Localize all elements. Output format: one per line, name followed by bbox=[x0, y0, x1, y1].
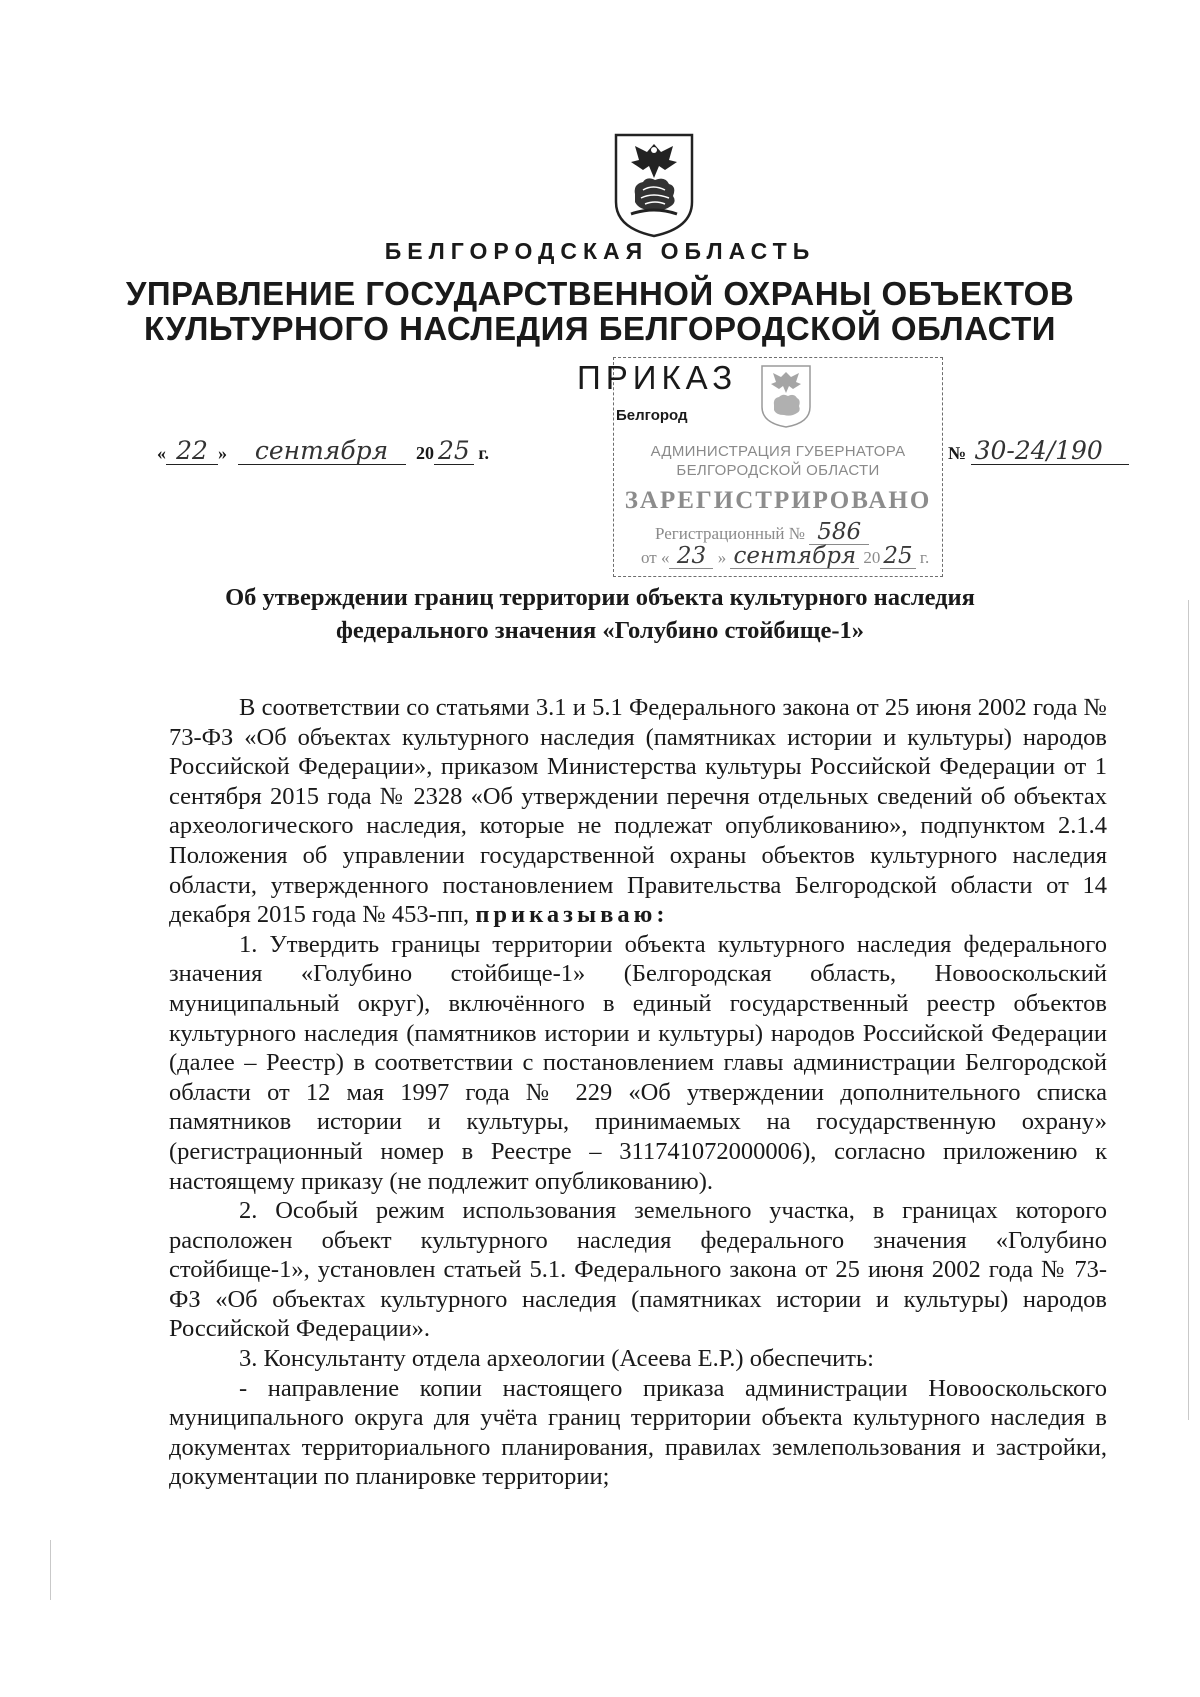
coat-of-arms-emblem bbox=[613, 132, 695, 238]
item-3-paragraph: 3. Консультанту отдела археологии (Асеева Е.Р.) обеспечить: bbox=[239, 1345, 874, 1373]
stamp-registration-number: 586 bbox=[809, 520, 869, 545]
order-word: приказываю: bbox=[475, 901, 669, 929]
preamble-text: В соответствии со статьями 3.1 и 5.1 Федерального закона от 25 июня 2002 года № 73-ФЗ «Об объектах культурного наследия (памятниках истории и культуры) народов Российской Федерации», приказом Министерства культуры Российской Федерации от 1 сентября 2015 года № 2328 «Об утверждении перечня отдельных сведений об объектах археологического наследия, которые не подлежат опубликованию», подпунктом 2.1.4 Положения об управлении государственной охраны объектов культурного наследия области, утвержденного постановлением Правительства Белгородской области от 14 декабря 2015 года № 453-пп, bbox=[169, 694, 1107, 929]
stamp-registered-label: ЗАРЕГИСТРИРОВАНО bbox=[624, 487, 932, 514]
stamp-date-year-suffix: 25 bbox=[880, 544, 915, 569]
date-month: сентября bbox=[238, 438, 406, 465]
item-2-paragraph: 2. Особый режим использования земельного участка, в границах которого расположен объект культурного наследия федерального значения «Голубино стойбище-1», установлен статьей 5.1. Федерального закона от 25 июня 2002 года № 73-ФЗ «Об объектах культурного наследия (памятниках истории и культуры) народов Российской Федерации». bbox=[169, 1197, 1107, 1343]
stamp-registration-label: Регистрационный № bbox=[655, 524, 805, 543]
order-title: ПРИКАЗ bbox=[577, 359, 738, 396]
stamp-coat-of-arms-icon bbox=[759, 363, 813, 429]
stamp-date-month: сентября bbox=[730, 544, 859, 569]
department-title-line-1: УПРАВЛЕНИЕ ГОСУДАРСТВЕННОЙ ОХРАНЫ ОБЪЕКТОВ bbox=[125, 275, 1075, 312]
stamp-date-row bbox=[641, 544, 929, 569]
stamp-date-year-mark: г. bbox=[919, 548, 930, 567]
order-number bbox=[948, 438, 1129, 465]
scan-edge-mark bbox=[1188, 600, 1189, 1420]
number-value: 30-24/190 bbox=[971, 438, 1129, 465]
item-1-paragraph: 1. Утвердить границы территории объекта культурного наследия федерального значения «Голубино стойбище-1» (Белгородская область, Новооскольский муниципальный округ), включённого в единый государственный реестр объектов культурного наследия (памятников истории и культуры) народов Российской Федерации (далее – Реестр) в соответствии с постановлением главы администрации Белгородской области от 12 мая 1997 года № 229 «Об утверждении дополнительного списка памятников истории и культуры, принимаемых на государственную охрану» (регистрационный номер в Реестре – 311741072000006), согласно приложению к настоящему приказу (не подлежит опубликованию). bbox=[169, 930, 1107, 1195]
region-title: БЕЛГОРОДСКАЯ ОБЛАСТЬ bbox=[384, 238, 816, 264]
subject-line-1: Об утверждении границ территории объекта культурного наследия bbox=[225, 584, 975, 611]
scan-edge-mark bbox=[50, 1540, 51, 1600]
stamp-date-quote-close: » bbox=[717, 548, 727, 567]
date-open-quote: « bbox=[157, 443, 166, 463]
stamp-date-prefix: от « bbox=[641, 548, 670, 567]
number-sign: № bbox=[948, 443, 967, 463]
order-date bbox=[157, 438, 489, 465]
order-subject bbox=[150, 581, 1050, 647]
order-body bbox=[169, 693, 1107, 1492]
date-year-mark: г. bbox=[478, 443, 489, 463]
date-year-prefix: 20 bbox=[416, 443, 434, 463]
stamp-admin-line-2: БЕЛГОРОДСКОЙ ОБЛАСТИ bbox=[676, 462, 880, 479]
item-3-bullet-1-paragraph: - направление копии настоящего приказа администрации Новооскольского муниципального округа для учёта границ территории объекта культурного наследия в документах территориального планирования, правилах землепользования и застройки, документации по планировке территории; bbox=[169, 1374, 1107, 1491]
preamble-paragraph bbox=[169, 693, 1107, 930]
date-day: 22 bbox=[166, 438, 218, 465]
date-year-suffix: 25 bbox=[434, 438, 474, 465]
stamp-registration-number-row bbox=[655, 520, 869, 545]
stamp-admin-line-1: АДМИНИСТРАЦИЯ ГУБЕРНАТОРА bbox=[650, 443, 906, 460]
date-close-quote: » bbox=[218, 443, 227, 463]
department-title-line-2: КУЛЬТУРНОГО НАСЛЕДИЯ БЕЛГОРОДСКОЙ ОБЛАСТИ bbox=[144, 310, 1056, 347]
stamp-date-year-prefix: 20 bbox=[863, 548, 881, 567]
stamp-date-day: 23 bbox=[669, 544, 713, 569]
city-label: Белгород bbox=[616, 407, 688, 424]
subject-line-2: федерального значения «Голубино стойбище-1» bbox=[335, 617, 865, 644]
